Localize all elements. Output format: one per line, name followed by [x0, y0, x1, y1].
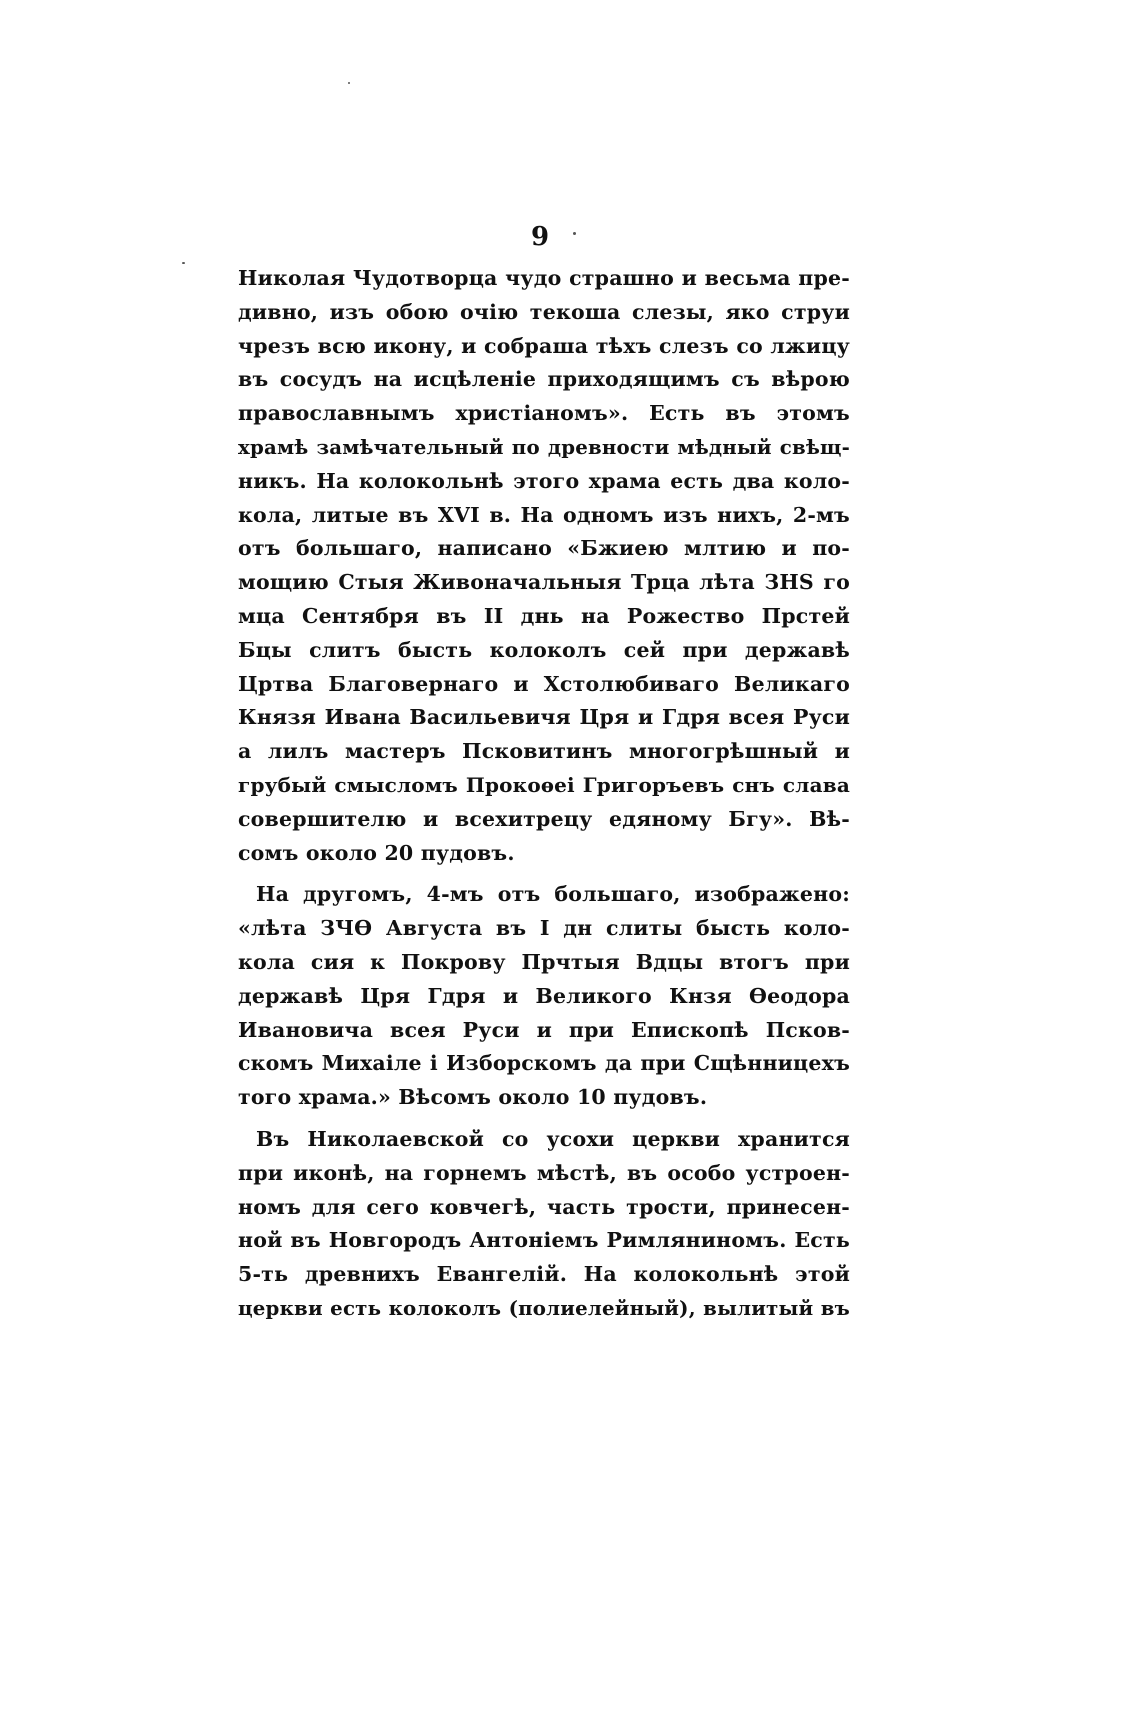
text-line: Бцы слитъ бысть колоколъ сей при державѣ — [238, 637, 850, 662]
text-line: Цртва Благовернаго и Хстолюбиваго Великаго — [238, 671, 850, 696]
text-line: православнымъ христіаномъ». Есть въ этомъ — [238, 401, 850, 426]
body-text — [238, 262, 850, 1334]
text-line: Николая Чудотворца чудо страшно и весьма пре- — [238, 266, 850, 290]
text-line: при иконѣ, на горнемъ мѣстѣ, въ особо устроен- — [238, 1160, 850, 1185]
scan-speck — [182, 262, 185, 264]
text-line: отъ большаго, написано «Бжиею млтию и по- — [238, 536, 850, 561]
scan-speck — [573, 232, 576, 235]
text-line: Ивановича всея Руси и при Епископѣ Псков- — [238, 1017, 850, 1042]
scan-speck — [348, 82, 350, 84]
text-line: никъ. На колокольнѣ этого храма есть два коло- — [238, 468, 850, 493]
text-line: Въ Николаевской со усохи церкви хранится — [256, 1126, 850, 1151]
page-number: 9 — [530, 222, 550, 252]
text-line: 5-ть древнихъ Евангелій. На колокольнѣ этой — [238, 1262, 850, 1287]
text-line: мощию Стыя Живоначальныя Трца лѣта ЗНS го — [238, 570, 850, 595]
text-line: совершителю и всехитрецу едяному Бгу». Вѣ- — [238, 806, 850, 831]
text-line: чрезъ всю икону, и собраша тѣхъ слезъ со лжицу — [238, 333, 850, 358]
text-line: того храма.» Вѣсомъ около 10 пудовъ. — [238, 1085, 708, 1110]
text-line: державѣ Цря Гдря и Великого Кнзя Ѳеодора — [238, 983, 850, 1008]
paragraph — [238, 262, 850, 870]
text-line: ной въ Новгородъ Антоніемъ Римляниномъ. Есть — [238, 1228, 850, 1253]
text-line: мца Сентября въ II днь на Рожество Прстей — [238, 603, 850, 628]
text-line: кола, литые въ XVI в. На одномъ изъ нихъ, 2-мъ — [238, 502, 850, 527]
text-line: На другомъ, 4-мъ отъ большаго, изображено: — [256, 882, 850, 907]
paragraph — [238, 878, 850, 1115]
text-line: кола сия к Покрову Прчтыя Вдцы втогъ при — [238, 949, 850, 974]
text-line: дивно, изъ обою очію текоша слезы, яко струи — [238, 299, 850, 324]
text-line: Князя Ивана Васильевичя Цря и Гдря всея Руси — [238, 705, 850, 730]
text-line: въ сосудъ на исцѣленіе приходящимъ съ вѣрою — [238, 367, 850, 392]
text-line: церкви есть колоколъ (полиелейный), вылитый въ — [238, 1295, 850, 1320]
paragraph — [238, 1123, 850, 1326]
text-line: «лѣта ЗЧѲ Августа въ I дн слиты бысть коло- — [238, 916, 850, 941]
text-line: храмѣ замѣчательный по древности мѣдный свѣщ- — [238, 434, 850, 459]
text-line: номъ для сего ковчегѣ, часть трости, принесен- — [238, 1194, 850, 1219]
text-line: сомъ около 20 пудовъ. — [238, 840, 515, 865]
text-line: скомъ Михаіле і Изборскомъ да при Сщѣнницехъ — [238, 1051, 850, 1076]
text-line: грубый смысломъ Прокоѳеі Григоръевъ снъ слава — [238, 772, 850, 797]
text-line: а лилъ мастеръ Псковитинъ многогрѣшный и — [238, 739, 850, 764]
